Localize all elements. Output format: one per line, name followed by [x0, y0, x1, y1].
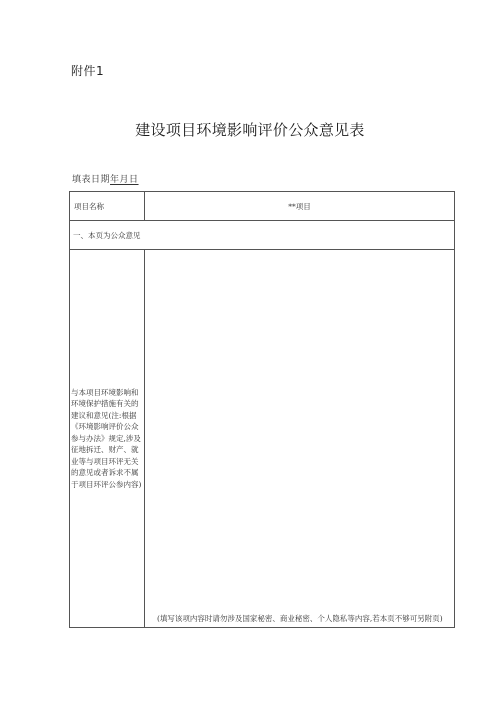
project-name-row: [70, 192, 455, 221]
project-name-value[interactable]: **项目: [145, 192, 455, 221]
fill-date-line: [72, 172, 139, 185]
opinion-input-area[interactable]: [145, 250, 455, 628]
form-title: 建设项目环境影响评价公众意见表: [135, 121, 365, 139]
opinion-note: (填写该项内容时请勿涉及国家秘密、商业秘密、个人隐私等内容,若本页不够可另附页): [157, 614, 443, 623]
opinion-row: [70, 250, 455, 628]
section-header-row: [70, 221, 455, 250]
opinion-label: 与本项目环境影响和环境保护措施有关的建议和意见(注:根据《环境影响评价公众参与办法》规定,涉及征地拆迁、财产、就业等与项目环评无关的意见或者诉求不属于项目环评公参内容): [70, 250, 145, 628]
section-header: 一、本页为公众意见: [70, 221, 455, 250]
project-name-label: 项目名称: [70, 192, 145, 221]
attachment-label: 附件1: [71, 64, 105, 78]
public-opinion-table: [69, 191, 455, 628]
fill-date-blank[interactable]: 年月日: [110, 175, 139, 185]
fill-date-label: 填表日期: [72, 175, 111, 185]
